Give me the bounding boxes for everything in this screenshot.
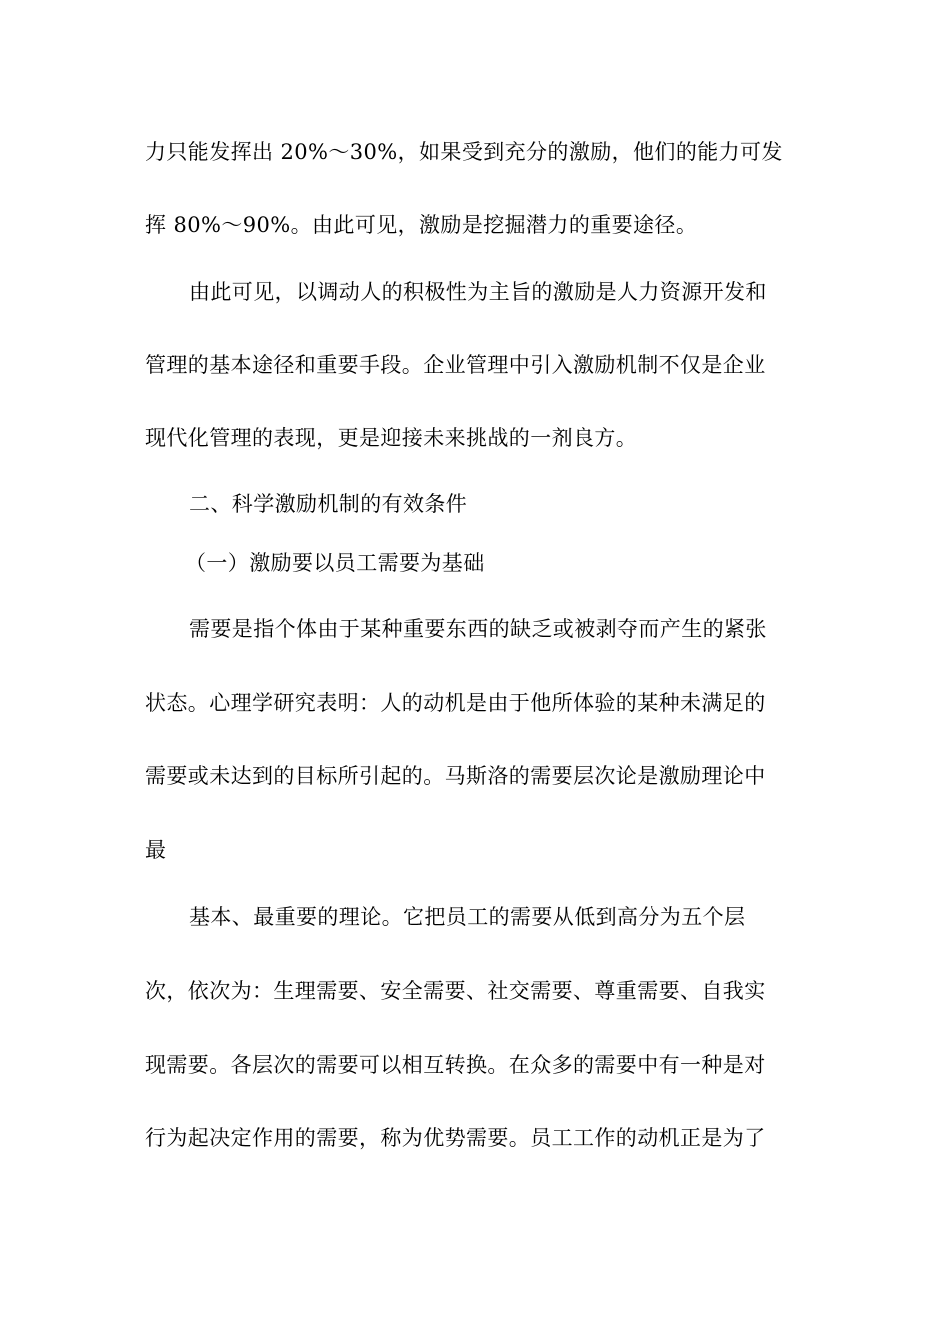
paragraph-4-line-1: 基本、最重要的理论。它把员工的需要从低到高分为五个层 [189, 905, 746, 929]
paragraph-3-line-4: 最 [145, 838, 167, 862]
paragraph-4-line-3: 现需要。各层次的需要可以相互转换。在众多的需要中有一种是对 [145, 1053, 766, 1077]
paragraph-4-line-2: 次，依次为：生理需要、安全需要、社交需要、尊重需要、自我实 [145, 979, 766, 1003]
paragraph-3-line-3: 需要或未达到的目标所引起的。马斯洛的需要层次论是激励理论中 [145, 764, 766, 788]
paragraph-3-line-1: 需要是指个体由于某种重要东西的缺乏或被剥夺而产生的紧张 [189, 617, 767, 641]
paragraph-2-line-2: 管理的基本途径和重要手段。企业管理中引入激励机制不仅是企业 [145, 353, 766, 377]
paragraph-2-line-1: 由此可见，以调动人的积极性为主旨的激励是人力资源开发和 [189, 280, 767, 304]
text-line-2: 挥 80%～90%。由此可见，激励是挖掘潜力的重要途径。 [145, 213, 698, 237]
paragraph-2-line-3: 现代化管理的表现，更是迎接未来挑战的一剂良方。 [145, 426, 638, 450]
section-heading: 二、科学激励机制的有效条件 [189, 492, 468, 516]
subsection-heading: （一）激励要以员工需要为基础 [185, 551, 485, 575]
paragraph-3-line-2: 状态。心理学研究表明：人的动机是由于他所体验的某种未满足的 [145, 691, 766, 715]
paragraph-4-line-4: 行为起决定作用的需要，称为优势需要。员工工作的动机正是为了 [145, 1126, 766, 1150]
text-line-1: 力只能发挥出 20%～30%，如果受到充分的激励，他们的能力可发 [145, 140, 783, 164]
